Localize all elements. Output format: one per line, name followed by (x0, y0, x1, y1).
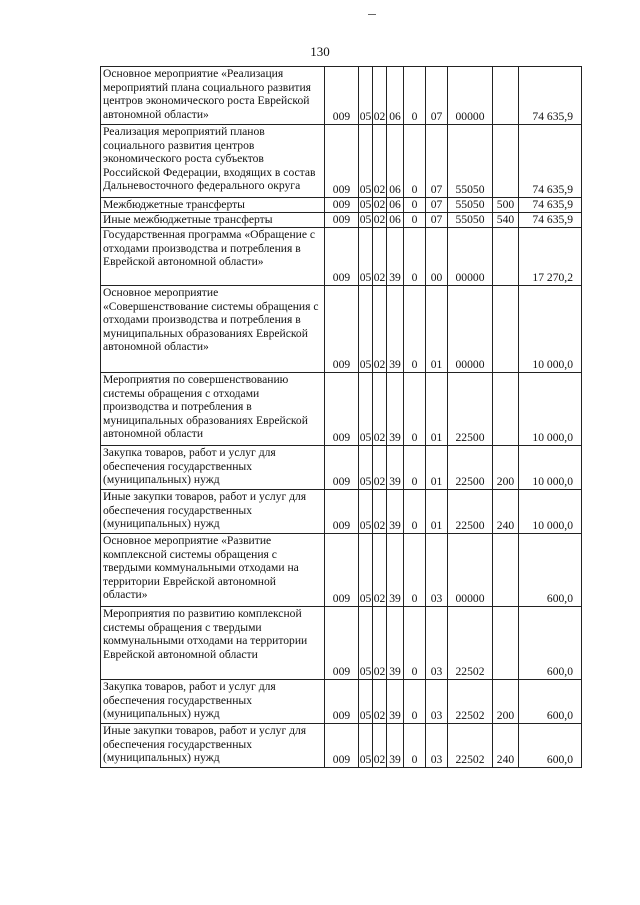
direction-code: 00000 (448, 67, 493, 125)
subprogram-code: 0 (404, 680, 426, 724)
grbs-code: 009 (325, 286, 359, 373)
measure-code: 07 (426, 198, 448, 213)
measure-code: 01 (426, 446, 448, 490)
table-row (101, 607, 582, 680)
row-name: Иные закупки товаров, работ и услуг для обеспечения государственных (муниципальных) нужд (101, 490, 325, 534)
direction-code: 55050 (448, 125, 493, 198)
program-code: 39 (387, 490, 404, 534)
subsection-code: 02 (373, 724, 387, 768)
subsection-code: 02 (373, 198, 386, 212)
direction-code: 22500 (448, 446, 493, 490)
row-name: Закупка товаров, работ и услуг для обеспечения государственных (муниципальных) нужд (101, 446, 325, 490)
amount: 10 000,0 (519, 373, 582, 446)
program-code: 39 (387, 228, 404, 286)
grbs-code: 009 (325, 724, 359, 768)
table-row (101, 680, 582, 724)
subprogram-code: 0 (404, 724, 426, 768)
row-name: Закупка товаров, работ и услуг для обеспечения государственных (муниципальных) нужд (101, 680, 325, 724)
grbs-code: 009 (325, 446, 359, 490)
row-name: Иные межбюджетные трансферты (101, 213, 325, 228)
section-code: 05 (359, 125, 373, 198)
expense-type-code (493, 67, 519, 125)
section-code: 05 (359, 490, 373, 534)
subsection-code: 02 (373, 67, 387, 125)
amount: 74 635,9 (519, 213, 582, 228)
subsection-code: 02 (373, 213, 386, 227)
table-row (101, 446, 582, 490)
amount: 17 270,2 (519, 228, 582, 286)
table-row (101, 213, 582, 228)
table-row (101, 490, 582, 534)
grbs-code: 009 (325, 67, 359, 125)
section-code: 05 (359, 724, 373, 768)
expense-type-code (493, 286, 519, 373)
program-code: 06 (387, 67, 404, 125)
expense-type-code (493, 373, 519, 446)
row-name: Реализация мероприятий планов социального развития центров экономического роста субъектов Российской Федерации, входящих в состав Дальневосточного федерального округа (101, 125, 325, 198)
subsection-code: 02 (373, 680, 387, 724)
amount: 10 000,0 (519, 490, 582, 534)
amount: 600,0 (519, 534, 582, 607)
section-code: 05 (359, 228, 373, 286)
amount: 74 635,9 (519, 67, 582, 125)
section-code: 05 (359, 446, 373, 490)
expense-type-code: 240 (493, 490, 519, 534)
subsection-code: 02 (373, 490, 387, 534)
program-code: 06 (387, 198, 404, 213)
measure-code: 03 (426, 680, 448, 724)
row-name: Межбюджетные трансферты (101, 198, 325, 213)
program-code: 39 (387, 680, 404, 724)
scan-mark (368, 14, 376, 15)
row-name: Мероприятия по совершенствованию системы обращения с отходами производства и потребления в муниципальных образованиях Еврейской автономной области (101, 373, 325, 446)
row-name: Основное мероприятие «Развитие комплексной системы обращения с твердыми коммунальными отходами на территории Еврейской автономной области» (101, 534, 325, 607)
table-row (101, 125, 582, 198)
row-name: Иные закупки товаров, работ и услуг для обеспечения государственных (муниципальных) нужд (101, 724, 325, 768)
table-row (101, 534, 582, 607)
grbs-code: 009 (325, 490, 359, 534)
table-row (101, 724, 582, 768)
measure-code: 01 (426, 490, 448, 534)
row-name: Основное мероприятие «Реализация мероприятий плана социального развития центров экономического роста Еврейской автономной области» (101, 67, 325, 125)
subprogram-code: 0 (404, 125, 426, 198)
direction-code: 22502 (448, 607, 493, 680)
expense-type-code: 240 (493, 724, 519, 768)
subprogram-code: 0 (404, 373, 426, 446)
direction-code: 00000 (448, 534, 493, 607)
program-code: 39 (387, 607, 404, 680)
section-code: 05 (359, 373, 373, 446)
budget-table (100, 66, 582, 768)
expense-type-code: 540 (493, 213, 519, 228)
amount: 10 000,0 (519, 286, 582, 373)
amount: 600,0 (519, 607, 582, 680)
subprogram-code: 0 (404, 446, 426, 490)
table-row (101, 228, 582, 286)
measure-code: 03 (426, 724, 448, 768)
grbs-code: 009 (325, 607, 359, 680)
grbs-code: 009 (325, 680, 359, 724)
amount: 600,0 (519, 680, 582, 724)
direction-code: 55050 (448, 213, 493, 228)
section-code: 05 (359, 213, 372, 227)
section-code: 05 (359, 680, 373, 724)
program-code: 39 (387, 373, 404, 446)
subsection-code: 02 (373, 534, 387, 607)
table-row (101, 373, 582, 446)
subprogram-code: 0 (404, 198, 426, 213)
amount: 10 000,0 (519, 446, 582, 490)
expense-type-code (493, 534, 519, 607)
section-code: 05 (359, 286, 373, 373)
row-name: Основное мероприятие «Совершенствование системы обращения с отходами производства и потребления в муниципальных образованиях Еврейской автономной области» (101, 286, 325, 373)
subprogram-code: 0 (404, 228, 426, 286)
expense-type-code: 500 (493, 198, 519, 213)
subsection-code: 02 (373, 228, 387, 286)
subsection-code: 02 (373, 446, 387, 490)
table-body (101, 67, 582, 768)
grbs-code: 009 (325, 198, 359, 213)
row-name: Мероприятия по развитию комплексной системы обращения с твердыми коммунальными отходами на территории Еврейской автономной области (101, 607, 325, 680)
direction-code: 55050 (448, 198, 493, 213)
table-row (101, 67, 582, 125)
program-code: 39 (387, 534, 404, 607)
amount: 74 635,9 (519, 198, 582, 213)
direction-code: 22502 (448, 680, 493, 724)
subprogram-code: 0 (404, 490, 426, 534)
measure-code: 07 (426, 125, 448, 198)
subsection-code: 02 (373, 286, 387, 373)
direction-code: 22500 (448, 373, 493, 446)
grbs-code: 009 (325, 125, 359, 198)
grbs-code: 009 (325, 534, 359, 607)
subprogram-code: 0 (404, 607, 426, 680)
subsection-code: 02 (373, 125, 387, 198)
direction-code: 00000 (448, 286, 493, 373)
section-code: 05 (359, 607, 373, 680)
measure-code: 01 (426, 286, 448, 373)
program-code: 39 (387, 446, 404, 490)
row-name: Государственная программа «Обращение с отходами производства и потребления в Еврейской автономной области» (101, 228, 325, 286)
expense-type-code (493, 228, 519, 286)
measure-code: 07 (426, 213, 448, 228)
measure-code: 00 (426, 228, 448, 286)
grbs-code: 009 (325, 228, 359, 286)
page-number: 130 (310, 44, 330, 59)
grbs-code: 009 (325, 373, 359, 446)
direction-code: 22500 (448, 490, 493, 534)
program-code: 39 (387, 724, 404, 768)
subprogram-code: 0 (404, 213, 426, 228)
subprogram-code: 0 (404, 534, 426, 607)
measure-code: 01 (426, 373, 448, 446)
table-row (101, 286, 582, 373)
program-code: 39 (387, 286, 404, 373)
program-code: 06 (387, 213, 404, 228)
expense-type-code (493, 125, 519, 198)
expense-type-code: 200 (493, 446, 519, 490)
program-code: 06 (387, 125, 404, 198)
subprogram-code: 0 (404, 67, 426, 125)
section-code: 05 (359, 198, 372, 212)
grbs-code: 009 (325, 213, 359, 228)
section-code: 05 (359, 534, 373, 607)
expense-type-code: 200 (493, 680, 519, 724)
subsection-code: 02 (373, 373, 387, 446)
measure-code: 03 (426, 534, 448, 607)
direction-code: 22502 (448, 724, 493, 768)
table-row (101, 198, 582, 213)
expense-type-code (493, 607, 519, 680)
section-code: 05 (359, 67, 373, 125)
subsection-code: 02 (373, 607, 387, 680)
measure-code: 07 (426, 67, 448, 125)
measure-code: 03 (426, 607, 448, 680)
amount: 74 635,9 (519, 125, 582, 198)
amount: 600,0 (519, 724, 582, 768)
subprogram-code: 0 (404, 286, 426, 373)
direction-code: 00000 (448, 228, 493, 286)
